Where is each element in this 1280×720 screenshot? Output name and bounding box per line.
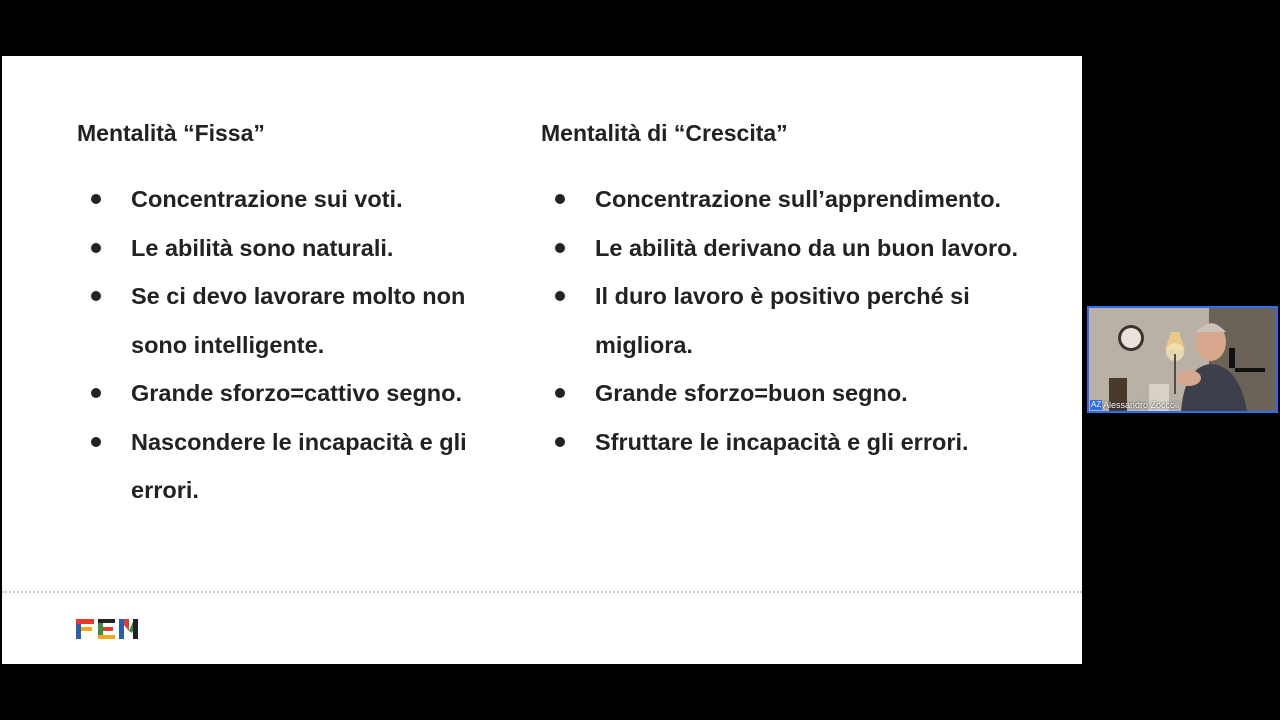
participant-video-tile[interactable] xyxy=(1087,306,1278,413)
growth-mindset-item xyxy=(548,175,1028,224)
growth-mindset-item xyxy=(548,272,1028,369)
bullet-icon xyxy=(555,243,565,253)
list-item-text: Concentrazione sull’apprendimento. xyxy=(595,186,1002,212)
fixed-mindset-item xyxy=(84,224,524,273)
list-item-text: Concentrazione sui voti. xyxy=(131,186,403,212)
list-item-text: Nascondere le incapacità e gli errori. xyxy=(131,428,467,503)
participant-name: Alessandro Zoccoli xyxy=(1103,400,1180,410)
growth-mindset-item xyxy=(548,418,1028,467)
list-item-text: Le abilità sono naturali. xyxy=(131,234,394,261)
bullet-icon xyxy=(91,437,101,447)
bullet-icon xyxy=(555,291,565,301)
list-item-text: Le abilità derivano da un buon lavoro. xyxy=(595,234,1019,261)
webcam-feed xyxy=(1089,308,1276,411)
bullet-icon xyxy=(91,194,101,204)
fem-logo xyxy=(76,619,138,639)
bullet-icon xyxy=(91,388,101,398)
fixed-mindset-item xyxy=(84,175,524,224)
list-item-text: Grande sforzo=cattivo segno. xyxy=(131,380,463,406)
bullet-icon xyxy=(91,291,101,301)
bullet-icon xyxy=(555,388,565,398)
bullet-icon xyxy=(555,194,565,204)
bullet-icon xyxy=(91,243,101,253)
slide-divider xyxy=(2,591,1082,593)
fixed-mindset-item xyxy=(84,418,524,515)
shared-slide xyxy=(2,56,1082,664)
fixed-mindset-item xyxy=(84,369,524,418)
list-item-text: Il duro lavoro è positivo perché si migliora. xyxy=(595,283,970,358)
fixed-mindset-item xyxy=(84,272,524,369)
participant-initials: AZ xyxy=(1091,400,1102,409)
list-item-text: Se ci devo lavorare molto non sono intelligente. xyxy=(131,283,466,358)
growth-mindset-item xyxy=(548,369,1028,418)
bullet-icon xyxy=(555,437,565,447)
growth-mindset-list xyxy=(548,175,1028,466)
fixed-mindset-list xyxy=(84,175,524,515)
list-item-text: Grande sforzo=buon segno. xyxy=(595,380,908,406)
growth-mindset-title: Mentalità di “Crescita” xyxy=(541,120,788,146)
list-item-text: Sfruttare le incapacità e gli errori. xyxy=(595,428,969,455)
growth-mindset-item xyxy=(548,224,1028,273)
fixed-mindset-title: Mentalità “Fissa” xyxy=(77,120,265,146)
